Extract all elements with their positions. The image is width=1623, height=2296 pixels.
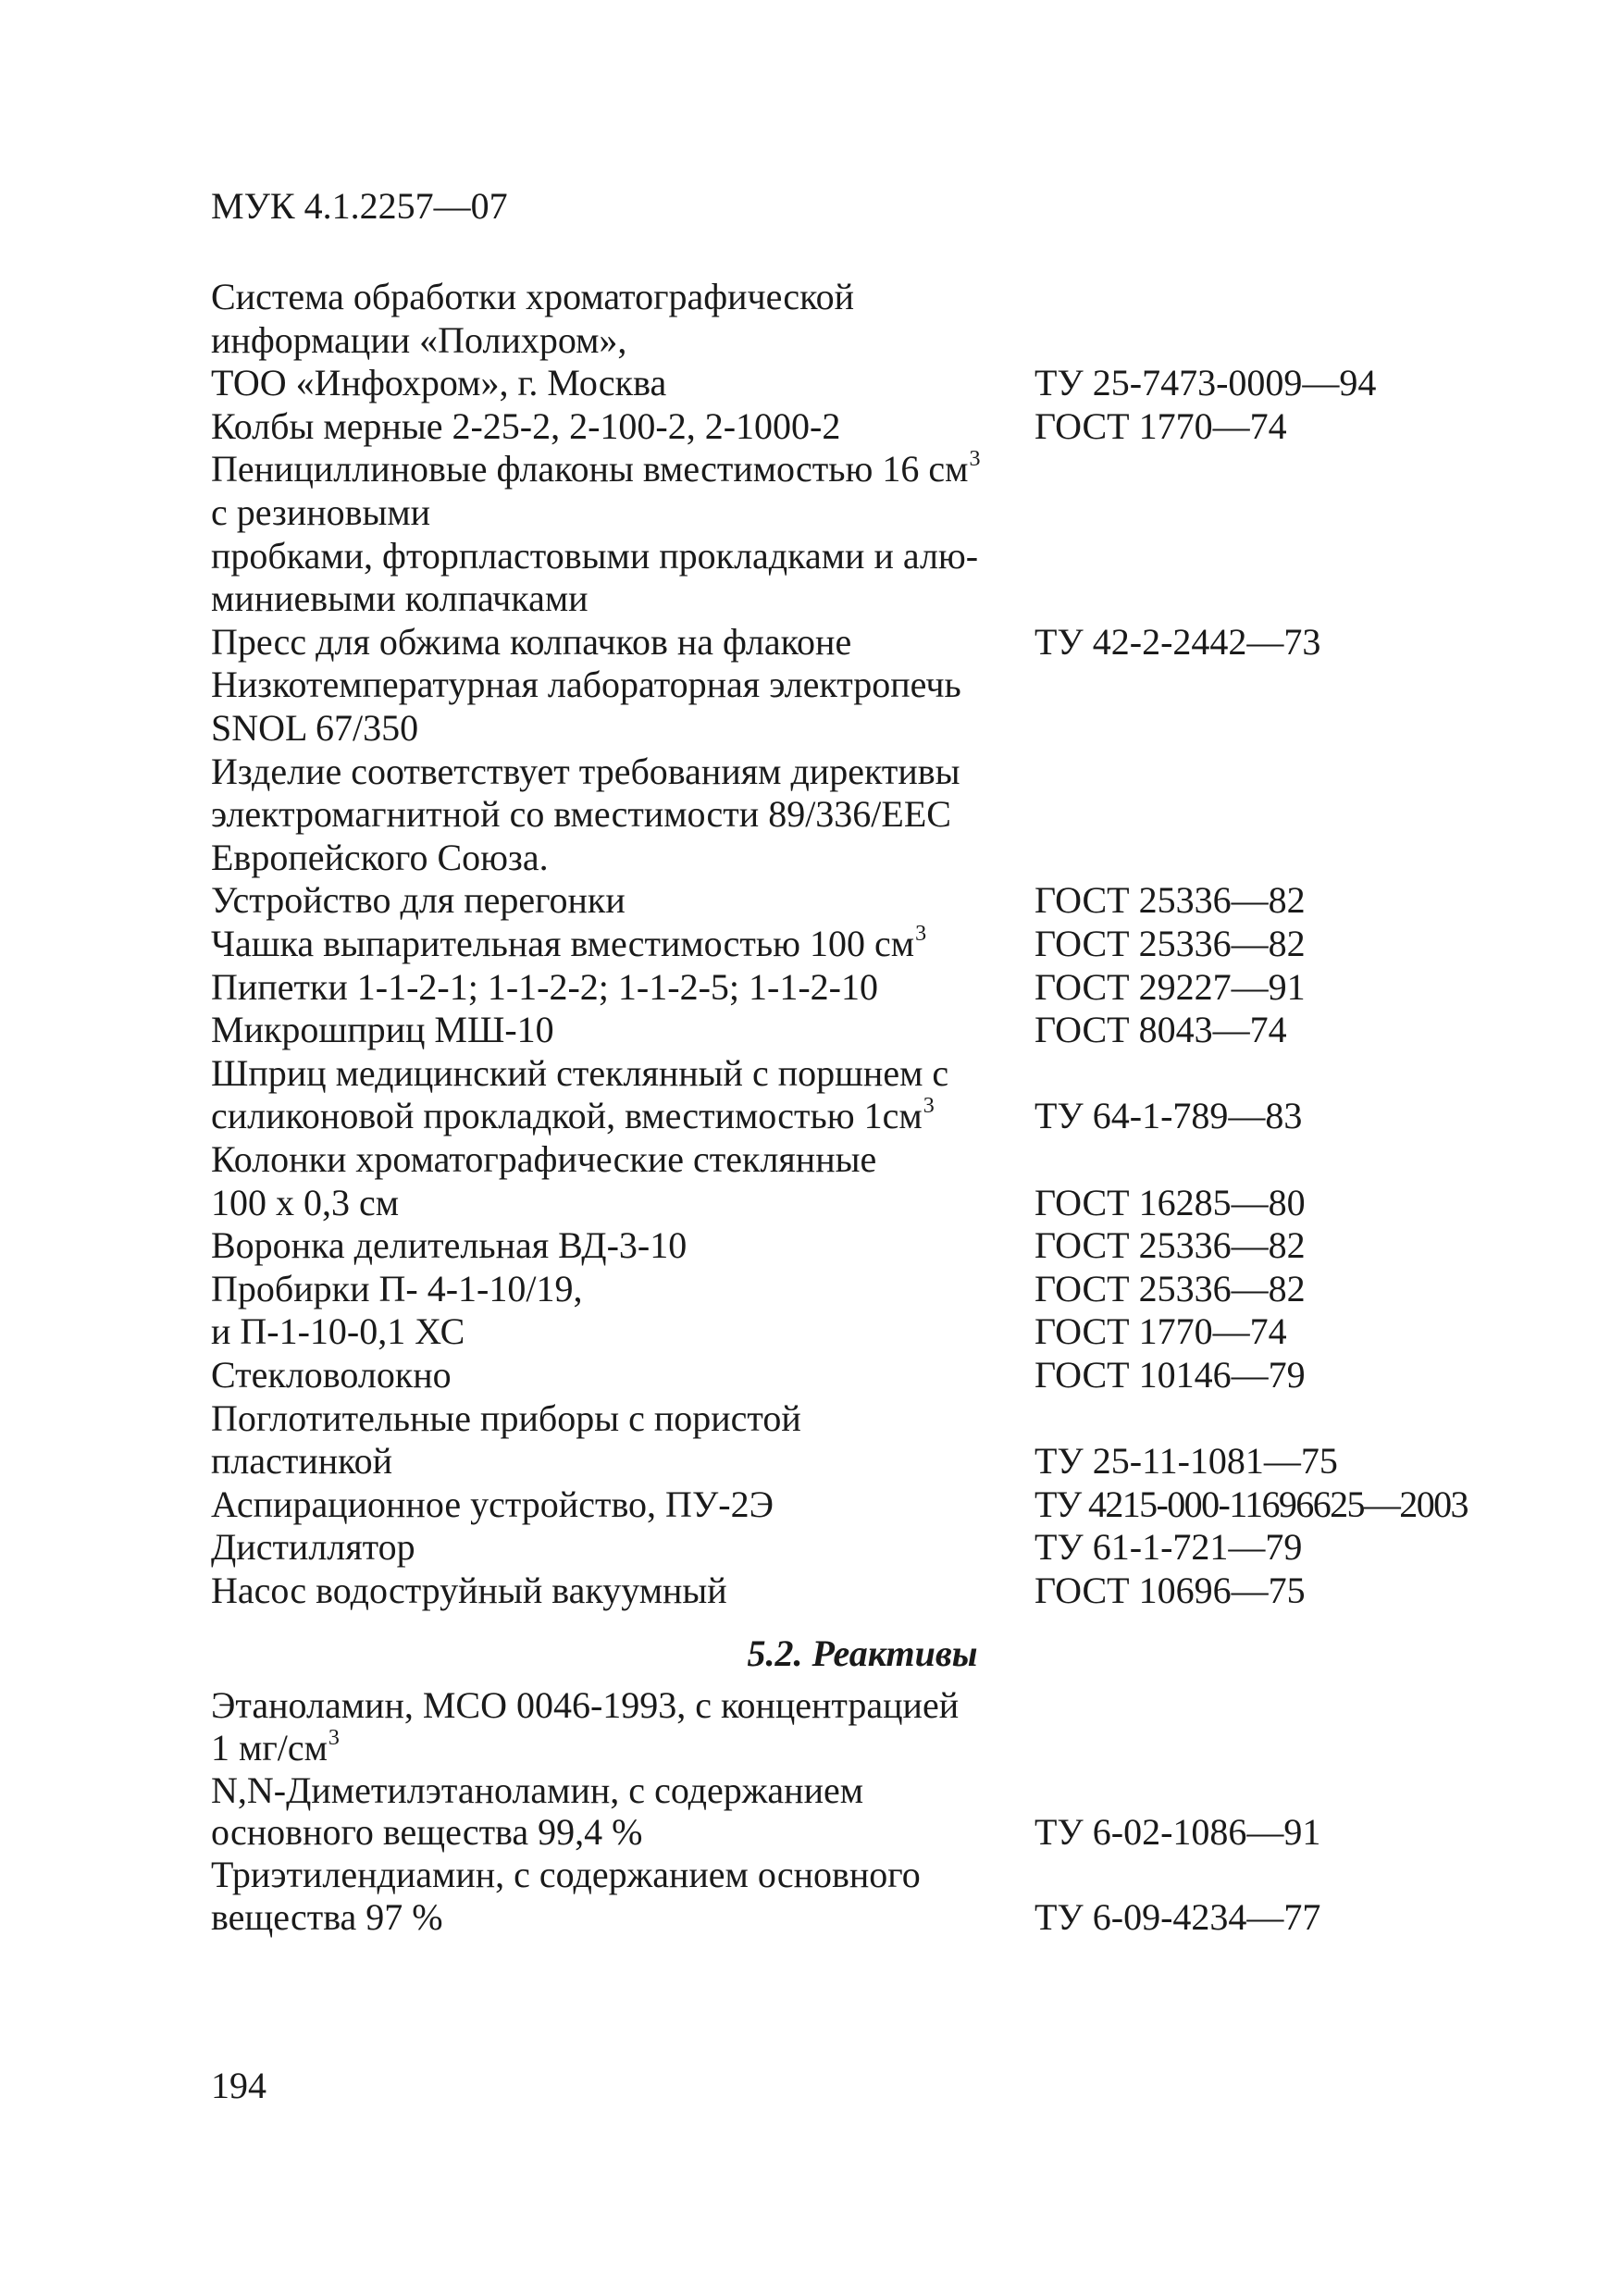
- item-name-text: Пресс для обжима колпачков на флаконе: [211, 620, 852, 663]
- item-name: [211, 1310, 465, 1353]
- item-name-text: миниевыми колпачками: [211, 577, 588, 620]
- page-number: 194: [211, 2065, 266, 2106]
- unit-superscript: 3: [915, 922, 927, 946]
- item-name-text: Аспирационное устройство, ПУ-2Э: [211, 1483, 774, 1525]
- item-name-text: SNOL 67/350: [211, 707, 419, 749]
- item-name: [211, 1095, 935, 1143]
- list-item: [0, 1182, 1623, 1224]
- list-item: [0, 491, 1623, 534]
- list-item: [0, 1854, 1623, 1896]
- document-code-header: МУК 4.1.2257—07: [211, 185, 508, 227]
- list-item: [0, 1138, 1623, 1181]
- list-item: [0, 535, 1623, 577]
- list-item: [0, 664, 1623, 706]
- list-item: [0, 1009, 1623, 1051]
- item-name-text: Система обработки хроматографической: [211, 276, 854, 317]
- list-item: [0, 1811, 1623, 1854]
- standard-reference: ГОСТ 1770—74: [1035, 404, 1287, 447]
- item-name: [211, 1440, 392, 1483]
- item-name-text: Этаноламин, МСО 0046-1993, с концентрацией: [211, 1684, 960, 1726]
- standard-reference: ТУ 42-2-2442—73: [1035, 620, 1321, 663]
- item-name-text: информации «Полихром»,: [211, 318, 627, 361]
- item-name-text: Стекловолокно: [211, 1354, 452, 1396]
- item-name: [211, 276, 854, 318]
- standard-reference: ТУ 61-1-721—79: [1035, 1526, 1303, 1569]
- item-name: [211, 1570, 727, 1612]
- standard-reference: ТУ 6-02-1086—91: [1035, 1811, 1321, 1854]
- list-item: [0, 448, 1623, 490]
- item-name-text: Триэтилендиамин, с содержанием основного: [211, 1854, 921, 1896]
- item-name: [211, 405, 840, 448]
- item-name: [211, 1769, 863, 1812]
- item-name: [211, 923, 926, 971]
- item-name-text: вещества 97 %: [211, 1896, 443, 1938]
- list-item: [0, 1224, 1623, 1267]
- standard-reference: ГОСТ 29227—91: [1035, 965, 1306, 1008]
- item-name: [211, 1526, 415, 1569]
- list-item: [0, 621, 1623, 664]
- item-name: [211, 319, 626, 362]
- item-name: [211, 751, 960, 793]
- item-name: [211, 966, 878, 1009]
- standard-reference: ГОСТ 10146—79: [1035, 1354, 1306, 1396]
- list-item: [0, 793, 1623, 836]
- unit-superscript: 3: [923, 1094, 935, 1119]
- item-name-text: ТОО «Инфохром», г. Москва: [211, 362, 667, 404]
- list-item: [0, 577, 1623, 620]
- item-name: [211, 448, 980, 496]
- standard-reference: ТУ 64-1-789—83: [1035, 1095, 1303, 1137]
- list-item: [0, 1769, 1623, 1812]
- list-item: [0, 405, 1623, 448]
- item-name-text: с резиновыми: [211, 491, 431, 533]
- item-name-text: Изделие соответствует требованиям директивы: [211, 750, 960, 792]
- item-name: [211, 1009, 554, 1051]
- list-item: [0, 276, 1623, 318]
- item-name-text: электромагнитной со вместимости 89/336/ЕЕС: [211, 793, 951, 836]
- item-name: [211, 491, 430, 534]
- list-item: [0, 1354, 1623, 1396]
- standard-reference: ГОСТ 25336—82: [1035, 1267, 1306, 1309]
- item-name: [211, 879, 626, 922]
- item-name: [211, 535, 978, 577]
- item-name: [211, 621, 851, 664]
- list-item: [0, 1896, 1623, 1939]
- item-name-text: Микрошприц МШ-10: [211, 1009, 554, 1051]
- standard-reference: ГОСТ 25336—82: [1035, 1224, 1306, 1267]
- list-item: [0, 1570, 1623, 1612]
- list-item: [0, 837, 1623, 879]
- standard-reference: ТУ 25-7473-0009—94: [1035, 362, 1377, 404]
- list-item: [0, 1310, 1623, 1353]
- item-name-text: Пенициллиновые флаконы вместимостью 16 см: [211, 448, 969, 490]
- list-item: [0, 879, 1623, 922]
- item-name-text: Воронка делительная ВД-3-10: [211, 1224, 688, 1267]
- item-name-text: силиконовой прокладкой, вместимостью 1см: [211, 1095, 923, 1137]
- item-name-text: Пробирки П- 4-1-10/19,: [211, 1267, 583, 1309]
- item-name: [211, 1052, 948, 1095]
- item-name-text: Поглотительные приборы с пористой: [211, 1396, 801, 1439]
- list-item: [0, 319, 1623, 362]
- standard-reference: ГОСТ 16285—80: [1035, 1181, 1306, 1223]
- item-name-text: Европейского Союза.: [211, 836, 549, 878]
- item-name-text: Шприц медицинский стеклянный с поршнем с: [211, 1051, 949, 1094]
- item-name: [211, 1896, 443, 1939]
- list-item: [0, 362, 1623, 404]
- item-name: [211, 1483, 774, 1526]
- item-name: [211, 1268, 582, 1310]
- standard-reference: ГОСТ 25336—82: [1035, 923, 1306, 964]
- standard-reference: ГОСТ 1770—74: [1035, 1310, 1287, 1353]
- list-item: [0, 1095, 1623, 1137]
- item-name-text: Дистиллятор: [211, 1526, 415, 1569]
- item-name: [211, 793, 951, 836]
- item-name: [211, 1354, 452, 1396]
- list-item: [0, 751, 1623, 793]
- list-item: [0, 966, 1623, 1009]
- standard-reference: ГОСТ 8043—74: [1035, 1009, 1287, 1051]
- item-name: [211, 362, 666, 404]
- item-name-text: Пипетки 1-1-2-1; 1-1-2-2; 1-1-2-5; 1-1-2-10: [211, 965, 878, 1008]
- unit-superscript: 3: [328, 1725, 340, 1750]
- standard-reference: ТУ 25-11-1081—75: [1035, 1440, 1338, 1483]
- unit-superscript: 3: [969, 447, 981, 472]
- item-name-text: и П-1-10-0,1 ХС: [211, 1310, 465, 1353]
- list-item: [0, 1440, 1623, 1483]
- list-item: [0, 1483, 1623, 1526]
- item-name: [211, 577, 588, 620]
- list-item: [0, 1268, 1623, 1310]
- item-name: [211, 1727, 340, 1775]
- list-item: [0, 1526, 1623, 1569]
- item-name: [211, 664, 961, 706]
- list-item: [0, 1052, 1623, 1095]
- item-name: [211, 1811, 642, 1854]
- item-name-text: Колбы мерные 2-25-2, 2-100-2, 2-1000-2: [211, 404, 841, 447]
- standard-reference: ГОСТ 10696—75: [1035, 1570, 1306, 1611]
- list-item: [0, 1397, 1623, 1440]
- section-title-reagents: 5.2. Реактивы: [747, 1632, 978, 1674]
- item-name: [211, 1854, 921, 1896]
- item-name: [211, 1182, 399, 1224]
- item-name-text: Колонки хроматографические стеклянные: [211, 1138, 877, 1180]
- item-name-text: основного вещества 99,4 %: [211, 1811, 643, 1854]
- item-name-text: Насос водоструйный вакуумный: [211, 1570, 727, 1611]
- item-name: [211, 707, 418, 750]
- standard-reference: ТУ 4215-000-11696625—2003: [1035, 1483, 1468, 1525]
- standard-reference: ТУ 6-09-4234—77: [1035, 1896, 1321, 1938]
- item-name: [211, 1684, 959, 1727]
- standard-reference: ГОСТ 25336—82: [1035, 879, 1306, 922]
- item-name-text: пластинкой: [211, 1440, 392, 1483]
- item-name-text: N,N-Диметилэтаноламин, с содержанием: [211, 1769, 864, 1811]
- item-name-text: Устройство для перегонки: [211, 879, 626, 922]
- item-name: [211, 837, 549, 879]
- item-name: [211, 1397, 801, 1440]
- item-name-text: Низкотемпературная лабораторная электропечь: [211, 664, 961, 706]
- item-name: [211, 1224, 687, 1267]
- list-item: [0, 1727, 1623, 1769]
- item-name-text: Чашка выпарительная вместимостью 100 см: [211, 923, 915, 964]
- item-name: [211, 1138, 876, 1181]
- list-item: [0, 923, 1623, 965]
- list-item: [0, 1684, 1623, 1727]
- item-name-text: 100 х 0,3 см: [211, 1181, 400, 1223]
- item-name-text: пробками, фторпластовыми прокладками и алю-: [211, 534, 979, 577]
- list-item: [0, 707, 1623, 750]
- item-name-text: 1 мг/см: [211, 1726, 328, 1769]
